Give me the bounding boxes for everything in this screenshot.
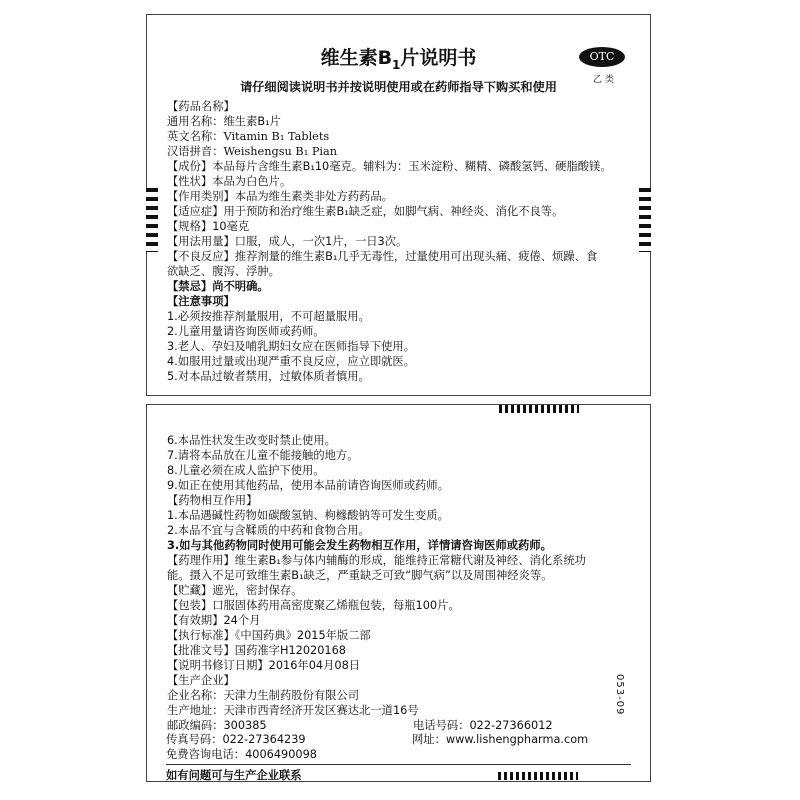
registration-stripes-right — [639, 188, 651, 252]
text-line: 【性状】本品为白色片。 — [167, 175, 292, 188]
registration-bar-bottom — [498, 772, 578, 780]
text-line: 【有效期】24个月 — [167, 614, 261, 627]
text-line: 【执行标准】《中国药典》2015年版二部 — [167, 629, 371, 642]
side-code: 053-09 — [614, 674, 625, 716]
text-line: 5.对本品过敏者禁用，过敏体质者慎用。 — [167, 370, 370, 383]
registration-stripes-left — [146, 188, 158, 252]
text-line: 3.如与其他药物同时使用可能会发生药物相互作用，详情请咨询医师或药师。 — [167, 539, 552, 552]
text-line: 【作用类别】本品为维生素类非处方药药品。 — [167, 190, 393, 203]
text-line: 【禁忌】尚不明确。 — [167, 280, 269, 293]
text-line: 【适应症】用于预防和治疗维生素B₁缺乏症，如脚气病、神经炎、消化不良等。 — [167, 205, 564, 218]
otc-class-label: 乙 类 — [593, 75, 614, 85]
title-suffix: 片说明书 — [400, 47, 477, 69]
text-line: 【药品名称】 — [167, 100, 235, 113]
text-line: 【包装】口服固体药用高密度聚乙烯瓶包装，每瓶100片。 — [167, 599, 460, 612]
usage-notice: 请仔细阅读说明书并按说明使用或在药师指导下购买和使用 — [240, 80, 557, 94]
leaflet-bottom-panel — [146, 404, 651, 782]
text-line: 3.老人、孕妇及哺乳期妇女应在医师指导下使用。 — [167, 340, 416, 353]
text-line: 7.请将本品放在儿童不能接触的地方。 — [167, 449, 359, 462]
leaflet-title — [147, 43, 650, 72]
title-subscript: 1 — [392, 57, 401, 72]
postal-code: 邮政编码：300385 — [167, 719, 267, 732]
text-line: 2.儿童用量请咨询医师或药师。 — [167, 325, 325, 338]
text-line: 【药理作用】维生素B₁参与体内辅酶的形成，能维持正常糖代谢及神经、消化系统功 — [167, 554, 586, 567]
text-line: 企业名称：天津力生制药股份有限公司 — [167, 689, 360, 702]
phone-number: 电话号码：022-27366012 — [413, 719, 553, 732]
text-line: 【生产企业】 — [167, 674, 235, 687]
title-prefix: 维生素B — [320, 47, 393, 69]
text-line: 通用名称：维生素B₁片 — [167, 115, 281, 128]
text-line: 汉语拼音：Weishengsu B₁ Pian — [167, 145, 338, 158]
text-line: 【注意事项】 — [167, 295, 235, 308]
text-line: 6.本品性状发生改变时禁止使用。 — [167, 434, 336, 447]
fax-number: 传真号码：022-27364239 — [166, 733, 306, 746]
text-line: 【不良反应】推荐剂量的维生素B₁几乎无毒性，过量使用可出现头痛、疲倦、烦躁、食 — [167, 250, 598, 263]
otc-badge: OTC — [579, 47, 625, 67]
footer-divider — [166, 764, 631, 765]
text-line: 【成份】本品每片含维生素B₁10毫克。辅料为：玉米淀粉、糊精、磷酸氢钙、硬脂酸镁。 — [167, 160, 612, 173]
text-line: 【贮藏】遮光，密封保存。 — [167, 584, 303, 597]
text-line: 英文名称：Vitamin B₁ Tablets — [167, 130, 330, 143]
text-line: 【批准文号】国药准字H12020168 — [167, 644, 346, 657]
text-line: 9.如正在使用其他药品，使用本品前请咨询医师或药师。 — [167, 479, 449, 492]
text-line: 1.必须按推荐剂量服用，不可超量服用。 — [167, 310, 370, 323]
text-line: 能。摄入不足可致维生素B₁缺乏，严重缺乏可致“脚气病”以及周围神经炎等。 — [167, 569, 553, 582]
hotline: 免费咨询电话：4006490098 — [166, 748, 317, 761]
text-line: 【说明书修订日期】2016年04月08日 — [167, 659, 361, 672]
text-line: 2.本品不宜与含鞣质的中药和食物合用。 — [167, 524, 370, 537]
leaflet-top-panel — [146, 14, 651, 396]
text-line: 1.本品遇碱性药物如碳酸氢钠、枸橼酸钠等可发生变质。 — [167, 509, 449, 522]
text-line: 【用法用量】口服，成人，一次1片，一日3次。 — [167, 235, 408, 248]
footer-note: 如有问题可与生产企业联系 — [166, 769, 302, 782]
text-line: 8.儿童必须在成人监护下使用。 — [167, 464, 325, 477]
website: 网址：www.lishengpharma.com — [412, 733, 589, 746]
text-line: 4.如服用过量或出现严重不良反应，应立即就医。 — [167, 355, 416, 368]
text-line: 【规格】10毫克 — [167, 220, 250, 233]
registration-bar-top — [499, 405, 579, 413]
text-line: 【药物相互作用】 — [167, 494, 258, 507]
text-line: 欲缺乏、腹泻、浮肿。 — [167, 265, 280, 278]
text-line: 生产地址：天津市西青经济开发区赛达北一道16号 — [167, 704, 419, 717]
